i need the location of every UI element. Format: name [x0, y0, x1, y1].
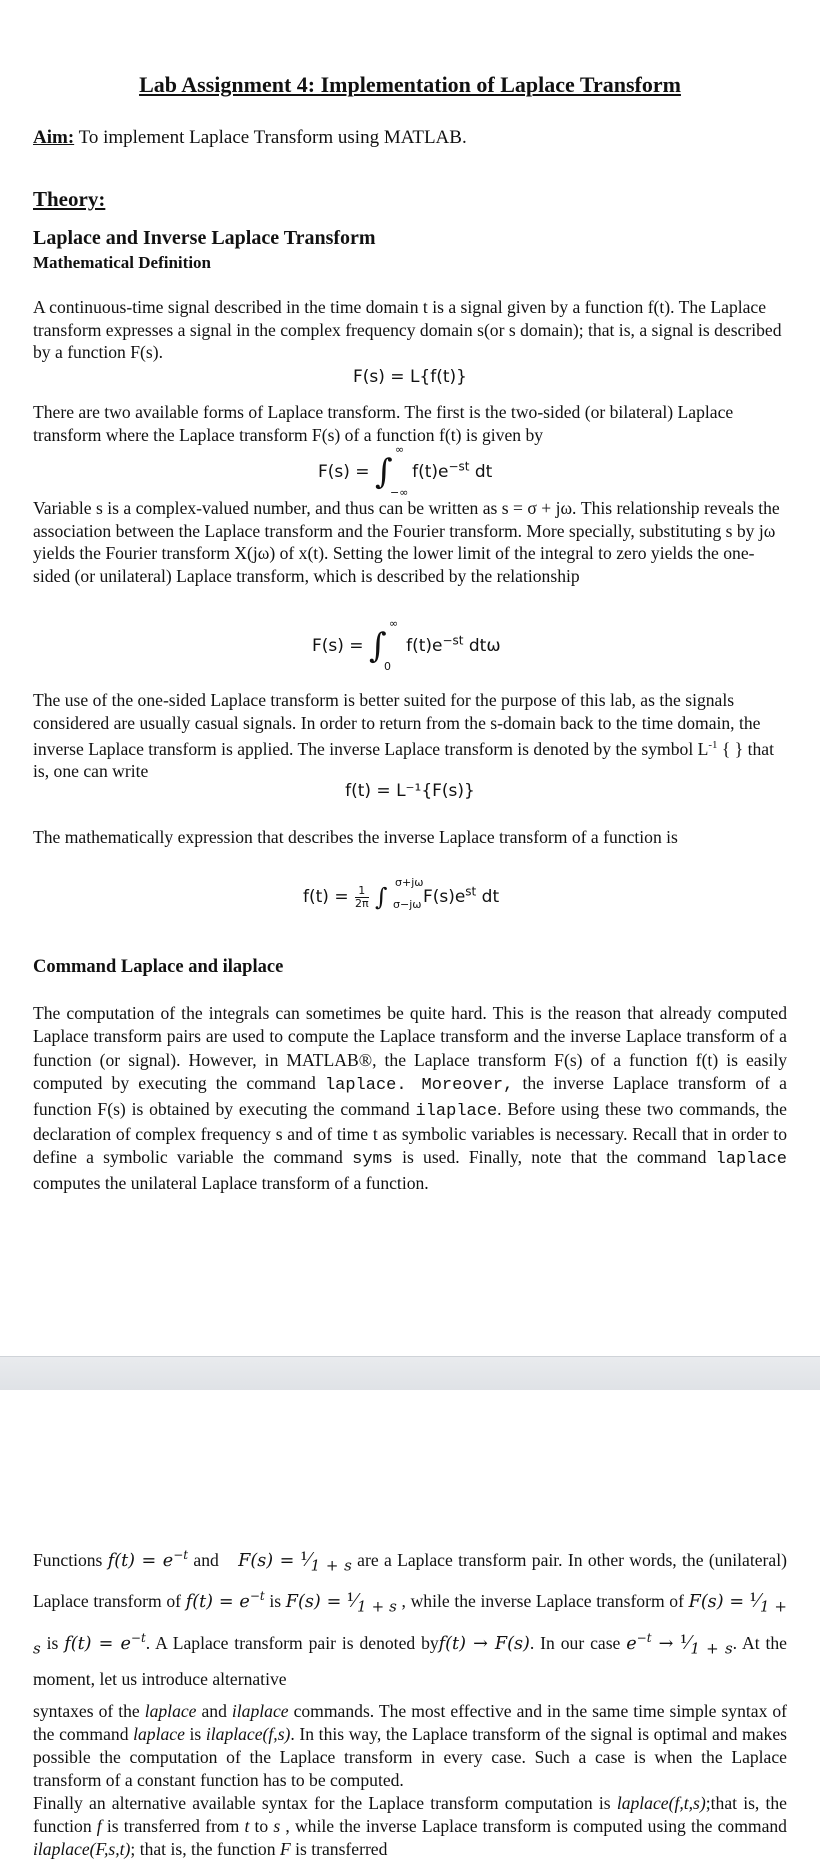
p8-r5: . In this way, the Laplace transform of the signal is optimal and makes possible the computation of the Laplace transform in every case. Such a case is when the Laplace transform of a constant function has to be computed.	[33, 1724, 787, 1790]
p8-s: s	[273, 1816, 281, 1836]
p7-math-frac-4: ¹⁄	[680, 1629, 691, 1654]
p7-math-frac: ¹⁄	[300, 1546, 311, 1571]
p7-math-exp-3: −t	[130, 1630, 146, 1645]
p8-r12: is transferred	[290, 1839, 388, 1859]
paragraph-6-b: the inverse Laplace transform of a function F(s) is obtained by executing the command	[33, 1073, 787, 1119]
p8-f: f	[96, 1816, 102, 1836]
eq5-upper-limit: σ+jω	[395, 876, 424, 889]
p8-r7: ;that is, the function	[33, 1793, 787, 1836]
aim-line	[33, 127, 787, 150]
command-heading: Command Laplace and ilaplace	[33, 957, 284, 977]
eq3-upper-limit: ∞	[389, 617, 399, 630]
document-page-2	[0, 1390, 820, 1859]
eq5-numerator: 1	[355, 885, 369, 898]
paragraph-1: A continuous-time signal described in the time domain t is a signal given by a function f(t). The Laplace transform expresses a signal in the complex frequency domain s(or s domain); that is, a signal is described by a function F(s).	[33, 297, 782, 362]
p7-math-exp-4: −t	[636, 1630, 652, 1645]
p7-math-den-3: 1 + s	[33, 1597, 787, 1658]
p8-r2: and	[196, 1701, 232, 1721]
p8-t: t	[244, 1816, 250, 1836]
eq3-tail: dtω	[463, 636, 501, 656]
code-laplace-1: laplace. Moreover,	[324, 1076, 514, 1096]
p8-r8: is transferred from	[101, 1816, 245, 1836]
p7-math-den-2: 1 + s	[357, 1597, 397, 1616]
section-heading: Laplace and Inverse Laplace Transform	[33, 227, 376, 249]
code-ilaplace: ilaplace	[415, 1101, 498, 1121]
p8-F: F	[279, 1839, 291, 1859]
p7-s4: is	[264, 1591, 286, 1612]
p8-r9: to	[249, 1816, 274, 1836]
eq2-body: f(t)e	[412, 462, 449, 482]
paragraph-6-d: is used. Finally, note that the command	[392, 1147, 716, 1168]
p7-math-f-3: f(t) = e	[64, 1633, 131, 1654]
p7-s3: are a Laplace transform pair. In other words, the (unilateral) Laplace transform of	[33, 1549, 787, 1612]
p7-s6: is	[40, 1632, 65, 1653]
eq2-tail: dt	[469, 462, 493, 482]
eq5-fraction	[355, 885, 369, 910]
p7-s8: . In our case	[529, 1632, 627, 1653]
eq5-exponent: st	[465, 884, 477, 899]
p7-s5: , while the inverse Laplace transform of	[396, 1591, 689, 1612]
p7-math-arrow: →	[651, 1633, 681, 1654]
p7-math-e: e	[626, 1633, 637, 1654]
p8-laplace-2: laplace	[133, 1724, 185, 1744]
eq5-lower-limit: σ−jω	[393, 898, 422, 911]
eq2-upper-limit: ∞	[395, 443, 405, 456]
equation-2	[318, 443, 493, 499]
eq2-exponent: −st	[448, 459, 470, 474]
paragraph-2: There are two available forms of Laplace transform. The first is the two-sided (or bilateral) Laplace transform where the Laplace transform F(s) of a function f(t) is given by	[33, 402, 734, 445]
equation-5	[303, 876, 500, 911]
p7-math-f-2: f(t) = e	[185, 1592, 250, 1613]
eq3-integral-sign: ∫	[368, 626, 387, 666]
eq5-denominator: 2π	[354, 896, 369, 910]
paragraph-7	[33, 1540, 787, 1695]
code-syms: syms	[352, 1150, 393, 1170]
equation-4: f(t) = L⁻¹{F(s)}	[345, 781, 475, 801]
page-title: Lab Assignment 4: Implementation of Laplace Transform	[139, 72, 681, 97]
p7-math-den: 1 + s	[310, 1556, 352, 1575]
code-laplace-2: laplace	[715, 1150, 787, 1170]
paragraph-6-e: computes the unilateral Laplace transform of a function.	[33, 1172, 429, 1193]
p7-math-F-2: F(s) =	[285, 1592, 348, 1613]
p7-math-f: f(t) = e	[107, 1550, 174, 1571]
eq5-tail: dt	[476, 887, 500, 907]
p8-r6: Finally an alternative available syntax for the Laplace transform computation is	[33, 1793, 617, 1813]
p7-math-exp-2: −t	[249, 1589, 265, 1604]
p7-s2: and	[188, 1549, 225, 1570]
p7-math-den-4: 1 + s	[690, 1639, 733, 1658]
paragraph-4-text: The use of the one-sided Laplace transform is better suited for the purpose of this lab, as the signals considered are usually casual signals. In order to return from the s-domain back to the time domain, the inverse Laplace transform is applied. The inverse Laplace transform is denoted by the symbol L	[33, 690, 761, 759]
p7-s9: . At the moment, let us introduce alternative	[33, 1632, 787, 1690]
p8-r11: ; that is, the function	[130, 1839, 280, 1859]
eq3-exponent: −st	[442, 633, 464, 648]
eq3-body: f(t)e	[406, 636, 443, 656]
p8-ilaplace-fs: ilaplace(f,s)	[205, 1724, 291, 1744]
p7-math-pair: f(t) → F(s)	[438, 1633, 530, 1654]
eq2-lower-limit: −∞	[390, 486, 409, 499]
eq3-lower-limit: 0	[384, 660, 391, 673]
paragraph-8	[33, 1700, 787, 1861]
paragraph-6	[33, 1002, 787, 1195]
p8-r4: is	[184, 1724, 206, 1744]
p8-laplace: laplace	[144, 1701, 197, 1721]
paragraph-4	[33, 689, 787, 783]
eq2-integral-sign: ∫	[374, 452, 393, 492]
equation-1: F(s) = L{f(t)}	[353, 367, 467, 387]
p7-math-frac-2: ¹⁄	[347, 1588, 358, 1613]
eq5-integral-sign: ∫	[375, 883, 388, 911]
aim-text: To implement Laplace Transform using MATLAB.	[74, 127, 467, 148]
p7-s1: Functions	[33, 1549, 108, 1570]
p7-math-F: F(s) =	[238, 1550, 301, 1571]
paragraph-4-superscript: -1	[708, 739, 718, 751]
p8-r1: syntaxes of the	[33, 1701, 145, 1721]
p8-ilaplace-Fst: ilaplace(F,s,t)	[33, 1839, 131, 1859]
p8-r3: commands. The most effective and in the same time simple syntax of the command	[33, 1701, 788, 1744]
eq5-body: F(s)e	[422, 887, 466, 907]
eq3-lhs: F(s) =	[312, 636, 364, 656]
paragraph-4-tail: { } that is, one can write	[33, 738, 774, 782]
eq5-lhs: f(t) =	[303, 887, 349, 907]
p7-math-exp: −t	[173, 1548, 189, 1562]
p7-math-frac-3: ¹⁄	[750, 1588, 760, 1613]
p8-laplace-fts: laplace(f,t,s)	[616, 1793, 706, 1813]
paragraph-3: Variable s is a complex-valued number, and thus can be written as s = σ + jω. This relationship reveals the association between the Laplace transform and the Fourier transform. More specially, substituting s by jω yields the Fourier transform X(jω) of x(t). Setting the lower limit of the integral to zero yields the one-sided (or unilateral) Laplace transform, which is described by the relationship	[33, 498, 780, 586]
p8-ilaplace: ilaplace	[231, 1701, 289, 1721]
theory-heading: Theory:	[33, 187, 106, 211]
paragraph-5: The mathematically expression that describes the inverse Laplace transform of a function is	[33, 827, 678, 847]
page-separator	[0, 1356, 820, 1391]
paragraph-6-a: The computation of the integrals can sometimes be quite hard. This is the reason that already computed Laplace transform pairs are used to compute the Laplace transform and the inverse Laplace transform of a function (or signal). However, in MATLAB®, the Laplace transform F(s) of a function f(t) is easily computed by executing the command	[33, 1003, 787, 1094]
p7-math-F-3: F(s) =	[688, 1592, 751, 1613]
eq2-lhs: F(s) =	[318, 462, 370, 482]
aim-label: Aim:	[33, 127, 75, 148]
equation-3	[312, 617, 501, 673]
subsection-heading: Mathematical Definition	[33, 253, 211, 272]
paragraph-6-c: . Before using these two commands, the declaration of complex frequency s and of time t as symbolic variables is necessary. Recall that in order to define a symbolic variable the command	[33, 1098, 787, 1168]
p7-s7: . A Laplace transform pair is denoted by	[145, 1632, 439, 1653]
p8-r10: , while the inverse Laplace transform is computed using the command	[280, 1816, 787, 1836]
